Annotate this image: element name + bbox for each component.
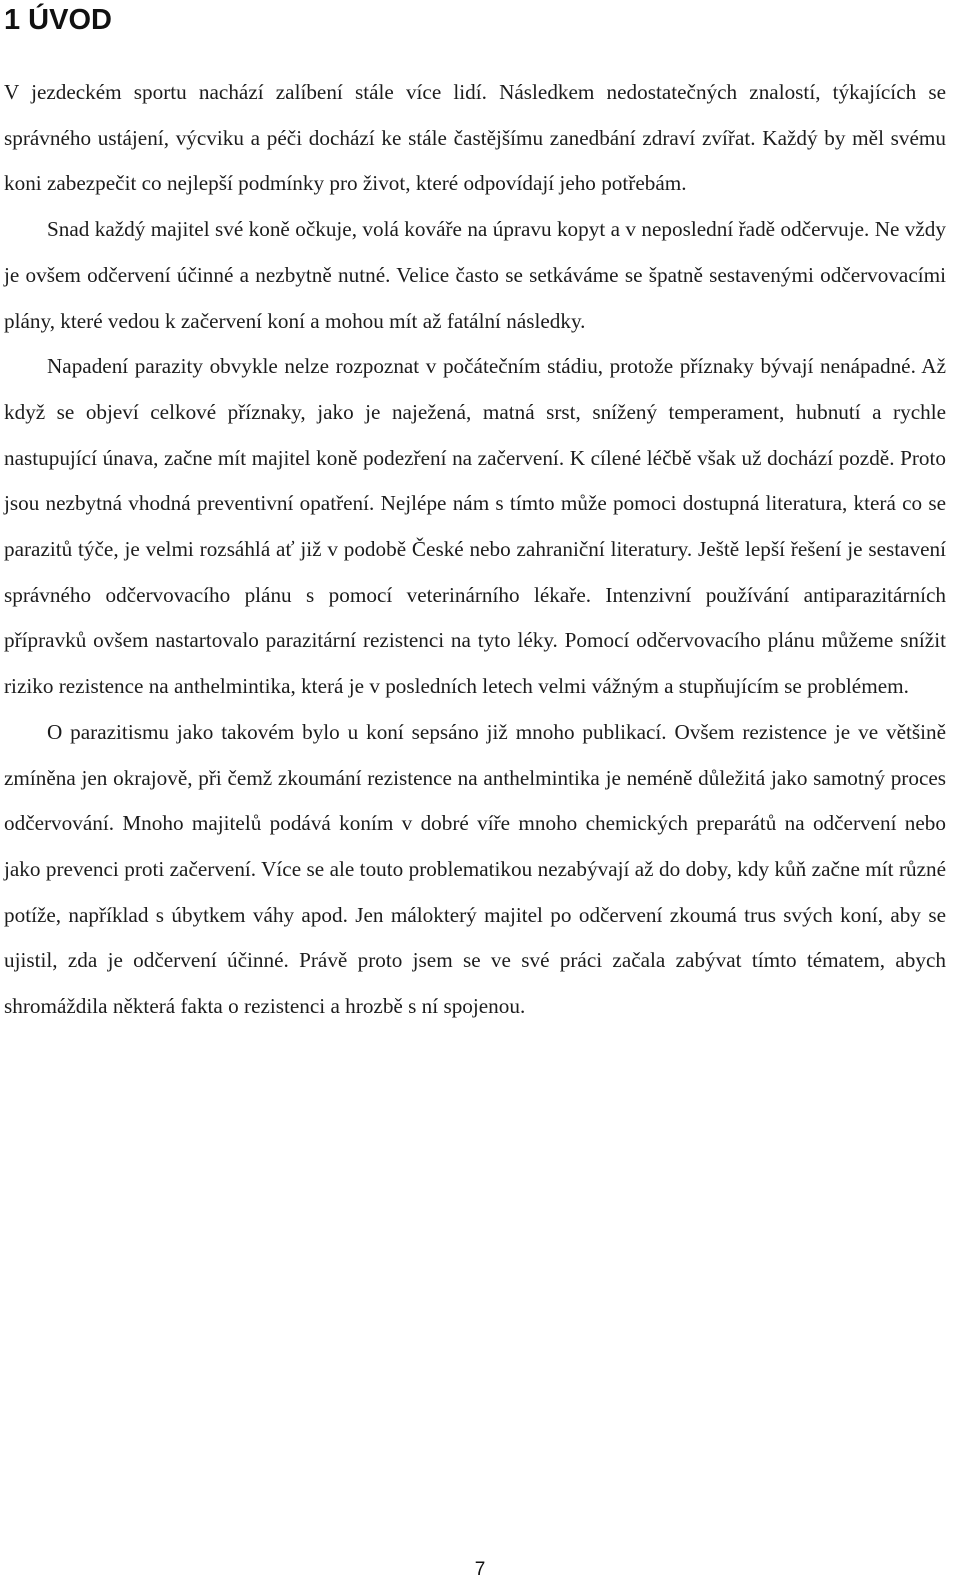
paragraph-deworming: Snad každý majitel své koně očkuje, volá kováře na úpravu kopyt a v neposlední řadě odčervuje. Ne vždy je ovšem odčervení účinné a nezbytně nutné. Velice často se setkáváme se špatně sestavenými odčervovacími plány, které vedou k začervení koní a mohou mít až fatální následky. — [4, 217, 946, 333]
chapter-heading: 1 ÚVOD — [4, 4, 112, 36]
paragraph-intro: V jezdeckém sportu nachází zalíbení stále více lidí. Následkem nedostatečných znalostí, týkajících se správného ustájení, výcviku a péči dochází ke stále častějšímu zanedbání zdraví zvířat. Každý by měl svému koni zabezpečit co nejlepší podmínky pro život, které odpovídají jeho potřebám. — [4, 80, 946, 196]
paragraph-resistance: O parazitismu jako takovém bylo u koní sepsáno již mnoho publikací. Ovšem rezistence je ve většině zmíněna jen okrajově, při čemž zkoumání rezistence na anthelmintika je neméně důležitá jako samotný proces odčervování. Mnoho majitelů podává koním v dobré víře mnoho chemických preparátů na odčervení nebo jako prevenci proti začervení. Více se ale touto problematikou nezabývají až do doby, kdy kůň začne mít různé potíže, například s úbytkem váhy apod. Jen málokterý majitel po odčervení zkoumá trus svých koní, aby se ujistil, zda je odčervení účinné. Právě proto jsem se ve své práci začala zabývat tímto tématem, abych shromáždila některá fakta o rezistenci a hrozbě s ní spojenou. — [4, 719, 946, 1019]
paragraph-symptoms: Napadení parazity obvykle nelze rozpoznat v počátečním stádiu, protože příznaky bývají nenápadné. Až když se objeví celkové příznaky, jako je naježená, matná srst, snížený temperament, hubnutí a rychle nastupující únava, začne mít majitel koně podezření na začervení. K cílené léčbě však už dochází pozdě. Proto jsou nezbytná vhodná preventivní opatření. Nejlépe nám s tímto může pomoci dostupná literatura, která co se parazitů týče, je velmi rozsáhlá ať již v podobě České nebo zahraniční literatury. Ještě lepší řešení je sestavení správného odčervovacího plánu s pomocí veterinárního lékaře. Intenzivní používání antiparazitárních přípravků ovšem nastartovalo parazitární rezistenci na tyto léky. Pomocí odčervovacího plánu můžeme snížit riziko rezistence na anthelmintika, která je v posledních letech velmi vážným a stupňujícím se problémem. — [4, 354, 946, 699]
body-text — [4, 70, 946, 1030]
page-number: 7 — [474, 1559, 486, 1580]
